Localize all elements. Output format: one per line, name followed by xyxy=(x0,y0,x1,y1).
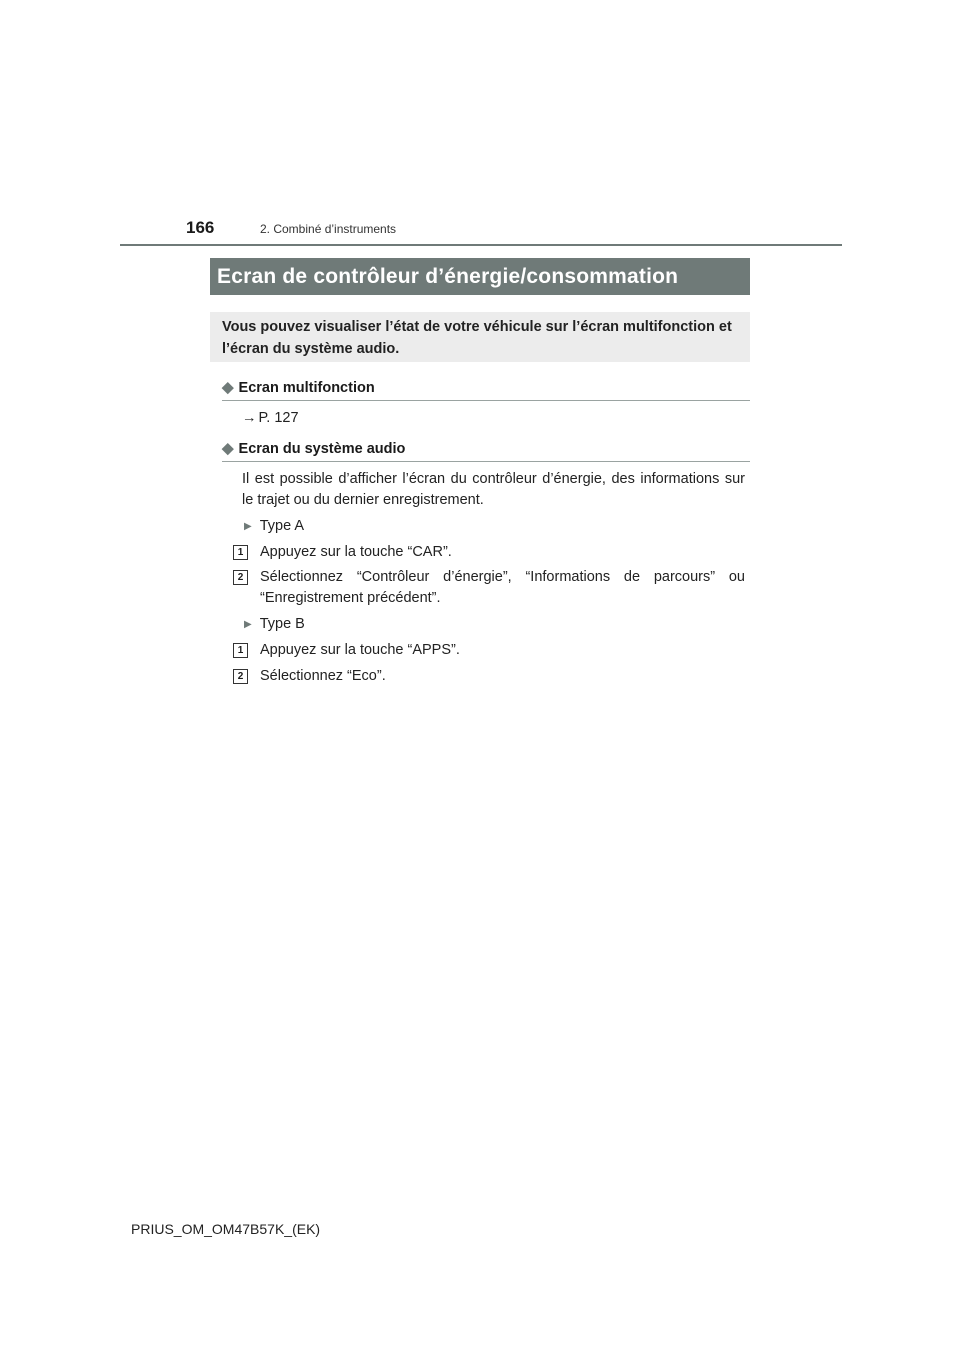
document-code-footer: PRIUS_OM_OM47B57K_(EK) xyxy=(131,1221,321,1237)
type-label: Type B xyxy=(259,616,305,632)
step-text: Appuyez sur la touche “APPS”. xyxy=(260,642,460,658)
arrow-right-icon: → xyxy=(242,410,257,426)
step-text: Sélectionnez “Eco”. xyxy=(260,668,386,684)
chapter-title: 2. Combiné d’instruments xyxy=(260,222,397,236)
subsection-heading-label: Ecran multifonction xyxy=(238,380,375,396)
step-number-badge: 1 xyxy=(233,545,248,560)
subsection-divider xyxy=(222,461,750,462)
page-reference[interactable] xyxy=(242,408,299,429)
intro-box: Vous pouvez visualiser l’état de votre véhicule sur l’écran multifonction et l’écran du système audio. xyxy=(210,312,750,362)
step-number-badge: 2 xyxy=(233,669,248,684)
section-description: Il est possible d’afficher l’écran du contrôleur d’énergie, des informations sur le trajet ou du dernier enregistrement. xyxy=(242,471,745,508)
triangle-bullet-icon: ▶ xyxy=(244,521,252,532)
page-number: 166 xyxy=(186,218,215,237)
page-reference-label: P. 127 xyxy=(258,410,299,426)
triangle-bullet-icon: ▶ xyxy=(244,619,252,630)
subsection-divider xyxy=(222,400,750,401)
type-a-label xyxy=(244,516,304,537)
section-title: Ecran de contrôleur d’énergie/consommation xyxy=(210,258,750,295)
subsection-heading-label: Ecran du système audio xyxy=(238,441,406,457)
step-number-badge: 2 xyxy=(233,570,248,585)
type-label: Type A xyxy=(259,518,305,534)
diamond-bullet-icon: ◆ xyxy=(222,379,234,396)
step-text: Appuyez sur la touche “CAR”. xyxy=(260,544,452,560)
subsection-heading-audio xyxy=(222,439,750,459)
step-text: Sélectionnez “Contrôleur d’énergie”, “Informations de parcours” ou “Enregistrement précédent”. xyxy=(260,569,745,606)
diamond-bullet-icon: ◆ xyxy=(222,440,234,457)
subsection-heading-multifunction xyxy=(222,378,750,398)
step-number-badge: 1 xyxy=(233,643,248,658)
header-divider xyxy=(120,244,842,246)
type-b-label xyxy=(244,614,305,635)
